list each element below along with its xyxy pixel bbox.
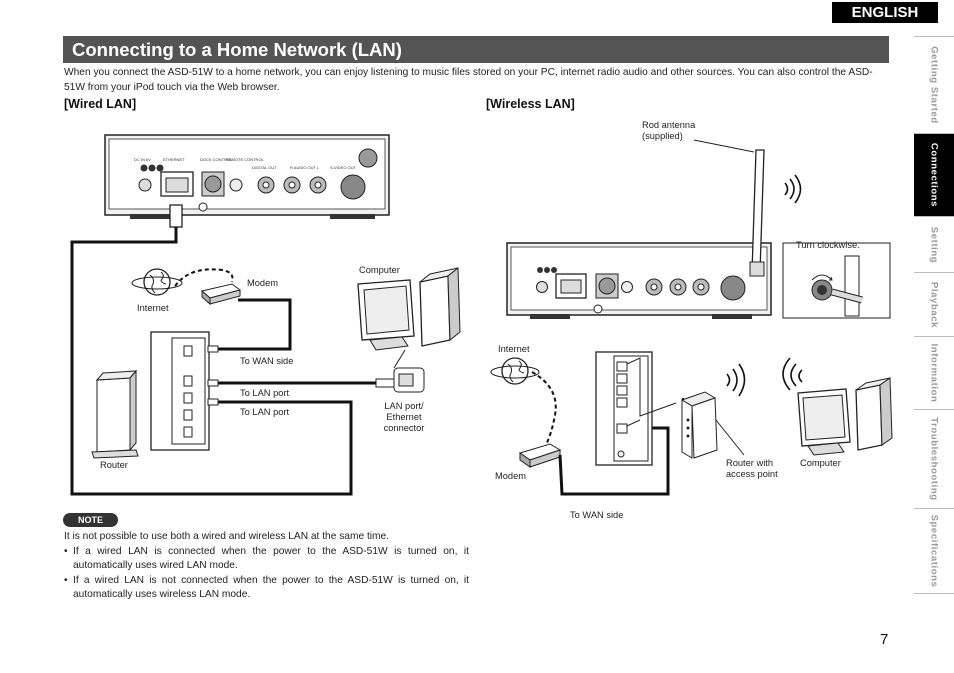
wired-to-lan-label-2: To LAN port bbox=[240, 407, 290, 417]
panel-label-dock: DOCK CONTROL bbox=[200, 157, 233, 162]
tab-label: Getting Started bbox=[928, 46, 940, 124]
tab-getting-started[interactable] bbox=[914, 36, 954, 133]
rod-antenna-label-1: Rod antenna bbox=[642, 120, 696, 130]
panel-label-svideo: S-VIDEO OUT bbox=[330, 165, 357, 170]
page-number: 7 bbox=[880, 631, 889, 648]
tab-label: Connections bbox=[928, 142, 940, 208]
tab-label: Setting bbox=[928, 226, 940, 263]
wireless-computer-label: Computer bbox=[800, 458, 841, 468]
router-ap-label-1: Router with bbox=[726, 458, 774, 468]
panel-label-digital: DIGITAL OUT bbox=[252, 165, 277, 170]
note-bullet-list bbox=[64, 545, 469, 603]
wired-to-wan-label: To WAN side bbox=[240, 356, 294, 366]
panel-label-audio: R AUDIO OUT L bbox=[290, 165, 320, 170]
tab-setting[interactable] bbox=[914, 216, 954, 272]
tab-label: Information bbox=[928, 343, 940, 403]
wireless-computer-icon bbox=[798, 378, 892, 455]
language-badge: ENGLISH bbox=[832, 2, 938, 23]
wireless-globe-icon bbox=[491, 358, 539, 384]
turn-clockwise-label: Turn clockwise. bbox=[796, 240, 860, 250]
panel-label-ethernet: ETHERNET bbox=[163, 157, 185, 162]
note-line: It is not possible to use both a wired and wireless LAN at the same time. bbox=[64, 531, 390, 542]
lan-port-label-line1: LAN port/ bbox=[384, 401, 424, 411]
wireless-lan-heading: [Wireless LAN] bbox=[486, 97, 575, 111]
intro-paragraph: When you connect the ASD-51W to a home network, you can enjoy listening to music files stored on your PC, internet radio audio and other sources. You can also control the ASD-51W from your iPod touch via the Web browser. bbox=[64, 67, 873, 93]
antenna-detail-zoom bbox=[783, 243, 890, 318]
wireless-internet-to-modem-link bbox=[532, 372, 556, 445]
wireless-modem-icon bbox=[520, 444, 560, 467]
wifi-signal-icon bbox=[785, 175, 801, 203]
note-bullet: • If a wired LAN is connected when the power to the ASD-51W is turned on, it automatically uses wired LAN mode. bbox=[64, 545, 469, 574]
tab-playback[interactable] bbox=[914, 272, 954, 336]
tab-connections[interactable] bbox=[914, 133, 954, 216]
wireless-modem-label: Modem bbox=[495, 471, 527, 481]
tab-label: Specifications bbox=[928, 514, 940, 588]
panel-label-remote: REMOTE CONTROL bbox=[226, 157, 264, 162]
wired-router-label: Router bbox=[100, 460, 128, 470]
computer-wifi-signal-icon bbox=[783, 358, 802, 390]
lan-port-label-line3: connector bbox=[383, 423, 425, 433]
router-ap-label-2: access point bbox=[726, 469, 778, 479]
router-wifi-signal-icon bbox=[727, 364, 745, 396]
wireless-to-wan-label: To WAN side bbox=[570, 510, 624, 520]
tab-label: Playback bbox=[928, 281, 940, 328]
side-navigation bbox=[914, 36, 954, 594]
note-bullet: • If a wired LAN is not connected when the power to the ASD-51W is turned on, it automatically uses wireless LAN mode. bbox=[64, 574, 469, 603]
wired-to-lan-label-1: To LAN port bbox=[240, 388, 290, 398]
note-text bbox=[64, 530, 469, 603]
note-badge: NOTE bbox=[63, 513, 118, 527]
wired-internet-label: Internet bbox=[137, 303, 169, 313]
lan-port-label-line2: Ethernet bbox=[386, 412, 422, 422]
wireless-router-panel bbox=[596, 352, 676, 465]
tab-information[interactable] bbox=[914, 336, 954, 409]
tab-specifications[interactable] bbox=[914, 508, 954, 594]
wired-lan-heading: [Wired LAN] bbox=[64, 97, 137, 111]
wired-computer-label: Computer bbox=[359, 265, 400, 275]
tab-troubleshooting[interactable] bbox=[914, 409, 954, 508]
asd51w-unit-wireless bbox=[507, 243, 771, 319]
tab-label: Troubleshooting bbox=[928, 417, 940, 501]
page-title: Connecting to a Home Network (LAN) bbox=[72, 39, 402, 60]
router-access-point-icon bbox=[682, 392, 744, 458]
wireless-internet-label: Internet bbox=[498, 344, 530, 354]
rod-antenna-label-2: (supplied) bbox=[642, 131, 683, 141]
wired-modem-label: Modem bbox=[247, 278, 279, 288]
panel-label-dcin: DC IN 6V bbox=[134, 157, 151, 162]
